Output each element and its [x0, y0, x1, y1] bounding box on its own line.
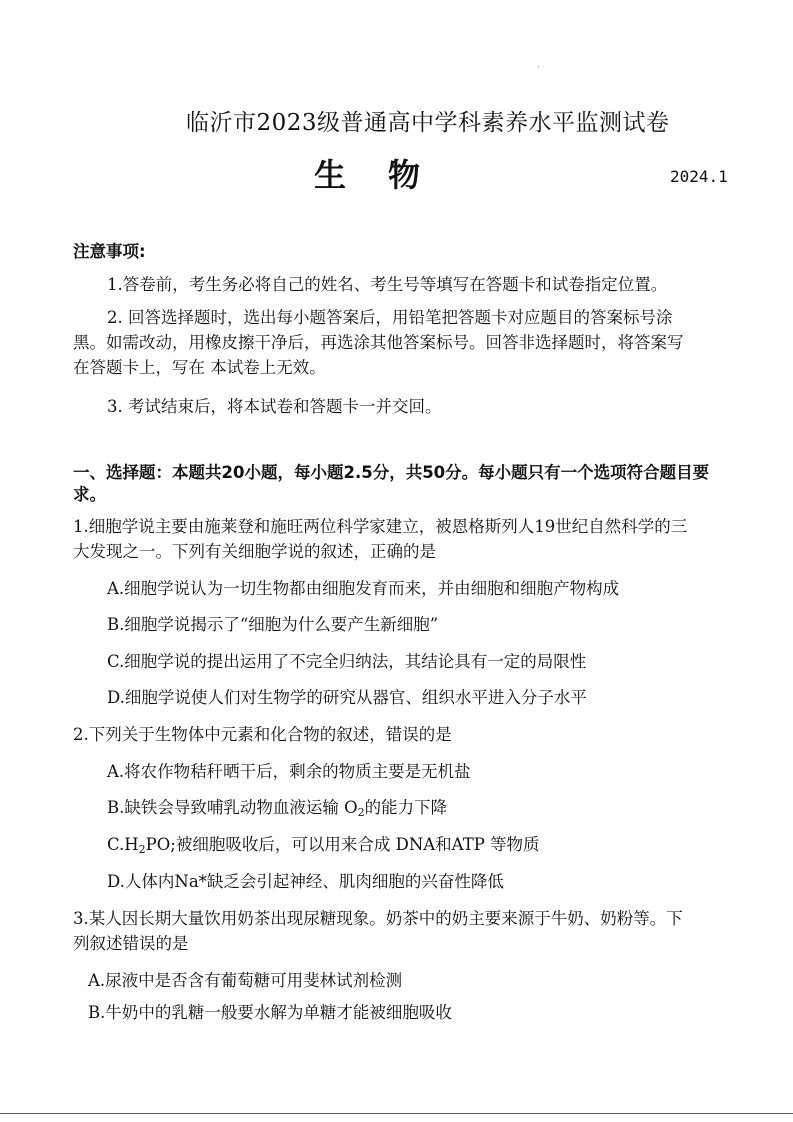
notice-item-2-line-2: 黑。如需改动，用橡皮擦干净后，再选涂其他答案标号。回答非选择题时，将答案写: [73, 333, 684, 352]
q1-option-a: A.细胞学说认为一切生物都由细胞发育而来，并由细胞和细胞产物构成: [107, 579, 620, 598]
q1-option-c: C.细胞学说的提出运用了不完全归纳法，其结论具有一定的局限性: [107, 652, 587, 671]
page-bottom-rule: [0, 1113, 793, 1114]
q1-stem-line-2: 大发现之一。下列有关细胞学说的叙述，正确的是: [73, 542, 436, 561]
notice-item-2-line-3: 在答题卡上，写在 本试卷上无效。: [73, 358, 326, 377]
section-heading-line-2: 求。: [73, 485, 106, 504]
q2-option-a: A.将农作物秸秆晒干后，剩余的物质主要是无机盐: [107, 762, 471, 781]
notice-item-1: 1.答卷前，考生务必将自己的姓名、考生号等填写在答题卡和试卷指定位置。: [107, 275, 668, 294]
q3-option-b: B.牛奶中的乳糖一般要水解为单糖才能被细胞吸收: [88, 1003, 452, 1022]
section-heading-line-1: 一、选择题：本题共20小题，每小题2.5分，共50分。每小题只有一个选项符合题目要: [73, 463, 710, 482]
q3-stem-line-1: 3.某人因长期大量饮用奶茶出现尿糖现象。奶茶中的奶主要来源于牛奶、奶粉等。下: [73, 909, 683, 928]
q3-option-a: A.尿液中是否含有葡萄糖可用斐林试剂检测: [88, 971, 403, 990]
q1-stem-line-1: 1.细胞学说主要由施莱登和施旺两位科学家建立，被恩格斯列人19世纪自然科学的三: [73, 517, 688, 536]
q1-option-b: B.细胞学说揭示了“细胞为什么要产生新细胞”: [107, 615, 439, 634]
q2-option-c: $C.H_2PO$;被细胞吸收后，可以用来合成 DNA和ATP 等物质: [107, 835, 540, 856]
notice-heading: 注意事项:: [73, 242, 146, 261]
exam-title: 临沂市2023级普通高中学科素养水平监测试卷: [186, 110, 670, 136]
notice-item-2-line-1: 2. 回答选择题时，选出每小题答案后，用铅笔把答题卡对应题目的答案标号涂: [107, 308, 673, 327]
subject-char-2: 物: [388, 156, 423, 194]
q2-stem: 2.下列关于生物体中元素和化合物的叙述，错误的是: [73, 725, 452, 744]
notice-item-3: 3. 考试结束后，将本试卷和答题卡一并交回。: [107, 397, 442, 416]
stray-dot: [538, 66, 539, 67]
subject-char-1: 生: [314, 156, 349, 194]
exam-date: 2024.1: [670, 167, 728, 186]
q3-stem-line-2: 列叙述错误的是: [73, 934, 189, 953]
q2-option-d: D.人体内Na*缺乏会引起神经、肌肉细胞的兴奋性降低: [107, 872, 504, 891]
q2-option-b: B.缺铁会导致哺乳动物血液运输 $O_2$的能力下降: [107, 798, 448, 819]
subject-title: [314, 150, 422, 196]
q1-option-d: D.细胞学说使人们对生物学的研究从器官、组织水平进入分子水平: [107, 688, 587, 707]
